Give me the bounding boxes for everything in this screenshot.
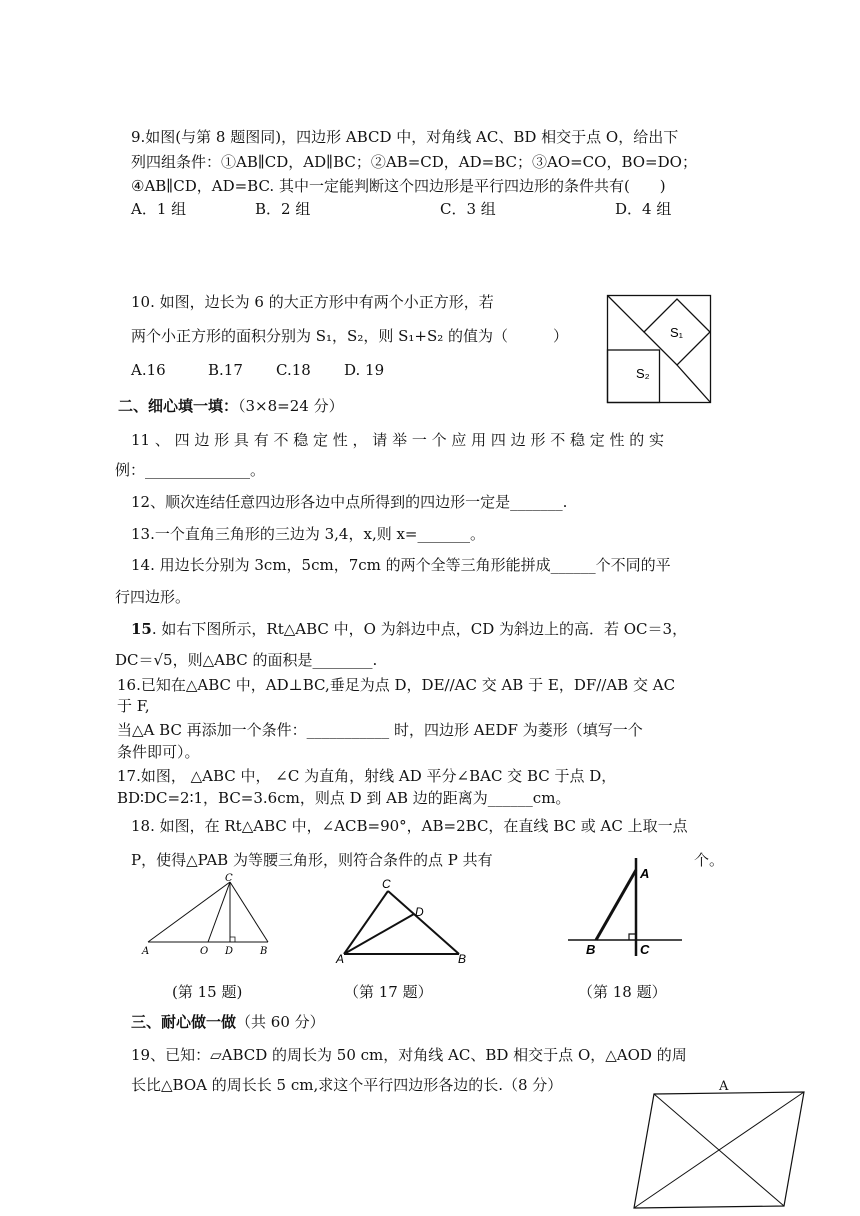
section2-heading (118, 396, 344, 416)
q15-line1-text: . 如右下图所示，Rt△ABC 中，O 为斜边中点，CD 为斜边上的高．若 OC＝3， (151, 620, 688, 638)
q10-option-a: A.16 (131, 361, 166, 379)
q15-label-c: C (225, 873, 233, 884)
q15-number: 15 (131, 620, 152, 638)
q9-line1: 9.如图(与第 8 题图同)，四边形 ABCD 中，对角线 AC、BD 相交于点 O，给出下 (131, 128, 679, 146)
q19-line2: 长比△BOA 的周长长 5 cm,求这个平行四边形各边的长.（8 分） (131, 1076, 563, 1094)
q18-line2-end: 个。 (694, 851, 725, 869)
q19-figure-label-a: A (719, 1079, 729, 1094)
q10-line2: 两个小正方形的面积分别为 S₁，S₂，则 S₁+S₂ 的值为（ ） (131, 327, 569, 345)
q10-option-c: C.18 (276, 361, 311, 379)
q11-line1: 11 、 四 边 形 具 有 不 稳 定 性 ， 请 举 一 个 应 用 四 边 形 不 稳 定 性 的 实 (131, 431, 665, 449)
q10-option-b: B.17 (208, 361, 243, 379)
q9-option-b: B．2 组 (255, 200, 311, 218)
q9-option-c: C．3 组 (440, 200, 496, 218)
q15-label-a: A (142, 946, 150, 957)
q15-line2: DC＝√5，则△ABC 的面积是________. (115, 651, 378, 669)
q17-label-b: B (458, 952, 467, 966)
q10-s2-label: S₂ (636, 366, 650, 381)
q18-triangle-figure (566, 854, 686, 962)
q19-line1: 19、已知：▱ABCD 的周长为 50 cm，对角线 AC、BD 相交于点 O，△AOD 的周 (131, 1046, 687, 1064)
fig17-caption: （第 17 题） (344, 983, 433, 1001)
fig18-caption: （第 18 题） (578, 983, 667, 1001)
q16-line4: 条件即可）。 (117, 743, 200, 761)
q11-line2: 例：______________。 (115, 461, 266, 479)
q18-line2: P，使得△PAB 为等腰三角形，则符合条件的点 P 共有 (131, 851, 493, 869)
section3-score: （共 60 分） (236, 1013, 325, 1031)
section3-title: 三、耐心做一做 (131, 1013, 237, 1031)
q17-label-a: A (336, 952, 345, 966)
q17-label-c: C (382, 877, 391, 891)
q14-line2: 行四边形。 (115, 588, 191, 606)
q16-line2: 于 F, (117, 697, 150, 715)
q15-label-o: O (200, 946, 209, 957)
q18-label-c: C (640, 942, 650, 957)
q14-line1: 14. 用边长分别为 3cm，5cm，7cm 的两个全等三角形能拼成______个不同的平 (131, 556, 671, 574)
section3-heading (131, 1012, 325, 1032)
q18-line1: 18. 如图，在 Rt△ABC 中，∠ACB=90°，AB=2BC，在直线 BC 或 AC 上取一点 (131, 817, 688, 835)
q10-squares-figure (606, 294, 712, 404)
q18-label-a: A (640, 866, 650, 881)
q15-label-b: B (260, 946, 268, 957)
q17-label-d: D (415, 905, 424, 919)
q12-text: 12、顺次连结任意四边形各边中点所得到的四边形一定是_______. (131, 493, 568, 511)
q17-line2: BD∶DC=2∶1，BC=3.6cm，则点 D 到 AB 边的距离为______cm。 (117, 789, 571, 807)
section2-score: （3×8=24 分） (238, 397, 344, 415)
q16-line3: 当△A BC 再添加一个条件：___________ 时，四边形 AEDF 为菱形（填写一个 (117, 721, 643, 739)
q9-option-a: A．1 组 (131, 200, 187, 218)
q19-parallelogram-figure (632, 1088, 808, 1212)
q9-line2: 列四组条件：①AB∥CD，AD∥BC；②AB=CD，AD=BC；③AO=CO，BO=DO； (131, 153, 697, 171)
q10-option-d: D. 19 (344, 361, 385, 379)
q15-triangle-figure (138, 872, 278, 958)
section2-title: 二、细心填一填： (118, 397, 239, 415)
q15-line1 (131, 619, 687, 639)
q10-line1: 10. 如图，边长为 6 的大正方形中有两个小正方形，若 (131, 293, 494, 311)
q16-line1: 16.已知在△ABC 中，AD⊥BC,垂足为点 D，DE//AC 交 AB 于 E，DF//AB 交 AC (117, 676, 676, 694)
q9-line3: ④AB∥CD，AD=BC. 其中一定能判断这个四边形是平行四边形的条件共有( ) (131, 177, 666, 195)
q17-triangle-figure (334, 874, 474, 968)
q17-line1: 17.如图， △ABC 中， ∠C 为直角，射线 AD 平分∠BAC 交 BC 于点 D， (117, 767, 617, 785)
fig15-caption: (第 15 题) (172, 983, 243, 1001)
q15-label-d: D (225, 946, 234, 957)
q9-option-d: D．4 组 (615, 200, 672, 218)
q10-s1-label: S₁ (670, 325, 684, 340)
q13-text: 13.一个直角三角形的三边为 3,4，x,则 x=_______。 (131, 525, 486, 543)
q18-label-b: B (586, 942, 596, 957)
